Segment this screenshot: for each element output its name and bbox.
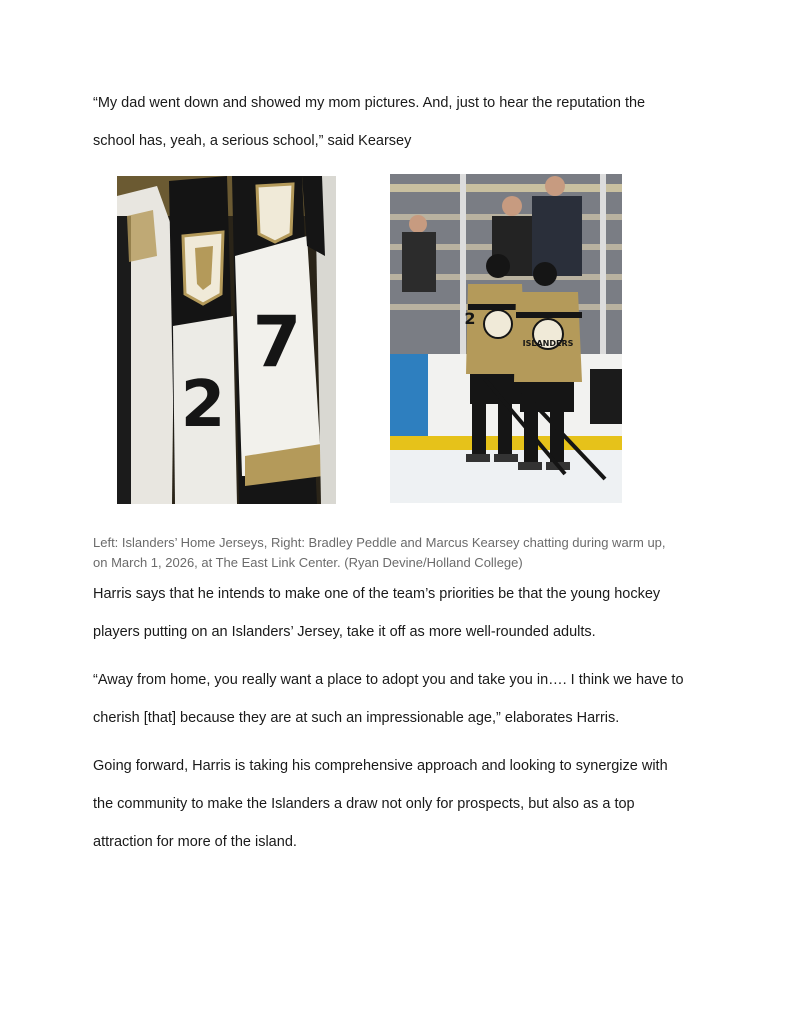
paragraph-harris-priorities <box>93 584 713 660</box>
text-line: Harris says that he intends to make one of the team’s priorities be that the young hockey <box>93 586 661 602</box>
text-line: “Away from home, you really want a place to adopt you and take you in…. I think we have to <box>93 672 684 688</box>
caption-line: Left: Islanders’ Home Jerseys, Right: Bradley Peddle and Marcus Kearsey chatting during warm up, <box>93 535 666 550</box>
jersey-number-2: 2 <box>180 368 226 442</box>
player-number: 2 <box>464 309 476 328</box>
text-line: attraction for more of the island. <box>93 834 297 850</box>
text-line: cherish [that] because they are at such an impressionable age,” elaborates Harris. <box>93 710 620 726</box>
text-line: the community to make the Islanders a draw not only for prospects, but also as a top <box>93 796 635 812</box>
caption-line: on March 1, 2026, at The East Link Center. (Ryan Devine/Holland College) <box>93 555 523 570</box>
photo-home-jerseys <box>117 176 336 504</box>
jersey-text: ISLANDERS <box>522 339 574 348</box>
paragraph-going-forward <box>93 756 713 870</box>
paragraph-kearsey-quote <box>93 93 713 169</box>
jersey-number-7: 7 <box>252 301 302 383</box>
paragraph-harris-quote <box>93 670 713 746</box>
text-line: school has, yeah, a serious school,” said Kearsey <box>93 133 412 149</box>
photo-players-warmup <box>390 174 622 503</box>
photo-caption <box>93 533 713 573</box>
text-line: Going forward, Harris is taking his comprehensive approach and looking to synergize with <box>93 758 668 774</box>
text-line: “My dad went down and showed my mom pictures. And, just to hear the reputation the <box>93 95 646 111</box>
text-line: players putting on an Islanders’ Jersey, take it off as more well-rounded adults. <box>93 624 596 640</box>
